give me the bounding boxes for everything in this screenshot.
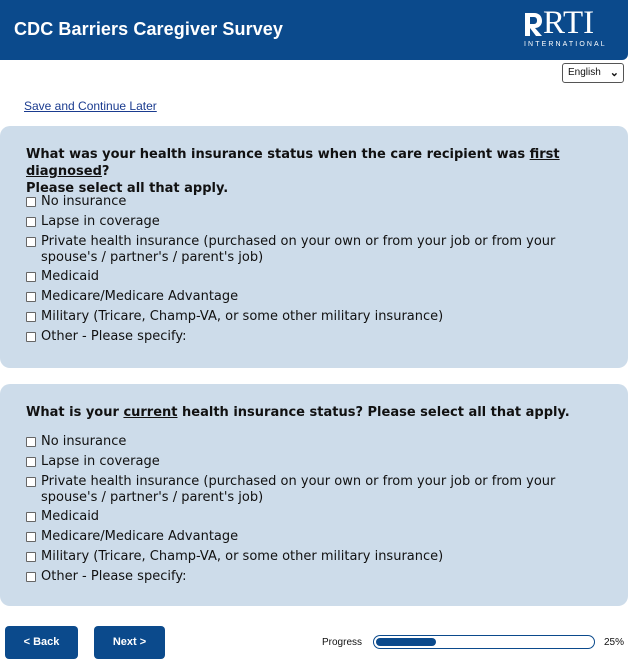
checkbox[interactable]	[26, 457, 36, 467]
checkbox[interactable]	[26, 532, 36, 542]
progress-bar	[373, 635, 595, 649]
q2-option-no-insurance[interactable]: No insurance	[26, 434, 606, 450]
header-bar	[0, 0, 628, 60]
q2-option-military[interactable]: Military (Tricare, Champ-VA, or some other military insurance)	[26, 549, 606, 565]
checkbox[interactable]	[26, 437, 36, 447]
question-1-prefix: What was your health insurance status when the care recipient was	[26, 147, 530, 162]
checkbox[interactable]	[26, 292, 36, 302]
checkbox[interactable]	[26, 197, 36, 207]
checkbox[interactable]	[26, 572, 36, 582]
q1-option-private[interactable]: Private health insurance (purchased on your own or from your job or from your spouse's / partner's / parent's job)	[26, 234, 606, 266]
next-button[interactable]: Next >	[94, 626, 165, 659]
checkbox[interactable]	[26, 477, 36, 487]
q2-option-private[interactable]: Private health insurance (purchased on your own or from your job or from your spouse's / partner's / parent's job)	[26, 474, 606, 506]
chevron-down-icon: ⌄	[609, 67, 619, 79]
question-1-emphasis: first diagnosed	[26, 147, 560, 179]
question-2-emphasis: current	[123, 405, 178, 420]
question-2-suffix: health insurance status? Please select all that apply.	[177, 405, 570, 420]
logo-word: RTI	[543, 5, 595, 41]
q2-option-other[interactable]: Other - Please specify:	[26, 569, 606, 585]
q1-option-medicaid[interactable]: Medicaid	[26, 269, 606, 285]
q1-option-lapse[interactable]: Lapse in coverage	[26, 214, 606, 230]
question-panel-1	[0, 126, 628, 368]
rti-logo-mark-icon	[522, 11, 544, 37]
checkbox[interactable]	[26, 272, 36, 282]
q1-option-other[interactable]: Other - Please specify:	[26, 329, 606, 345]
rti-logo	[522, 5, 616, 51]
checkbox[interactable]	[26, 312, 36, 322]
q2-option-lapse[interactable]: Lapse in coverage	[26, 454, 606, 470]
checkbox[interactable]	[26, 552, 36, 562]
question-2-prefix: What is your	[26, 405, 124, 420]
checkbox[interactable]	[26, 237, 36, 247]
back-button[interactable]: < Back	[5, 626, 78, 659]
progress-label: Progress	[322, 637, 363, 648]
save-continue-later-link[interactable]: Save and Continue Later	[24, 99, 157, 113]
language-select[interactable]	[562, 63, 624, 83]
language-select-value: English	[568, 67, 601, 78]
q2-option-medicare[interactable]: Medicare/Medicare Advantage	[26, 529, 606, 545]
question-1-suffix: ?	[101, 164, 110, 179]
question-panel-2	[0, 384, 628, 606]
question-2-text	[26, 404, 606, 421]
q1-option-medicare[interactable]: Medicare/Medicare Advantage	[26, 289, 606, 305]
q2-option-medicaid[interactable]: Medicaid	[26, 509, 606, 525]
question-1-instruction: Please select all that apply.	[26, 181, 229, 196]
logo-subtext: INTERNATIONAL	[524, 41, 607, 48]
page-title: CDC Barriers Caregiver Survey	[14, 19, 284, 39]
progress-percent: 25%	[604, 637, 625, 648]
checkbox[interactable]	[26, 217, 36, 227]
q1-option-no-insurance[interactable]: No insurance	[26, 194, 606, 210]
q1-option-military[interactable]: Military (Tricare, Champ-VA, or some other military insurance)	[26, 309, 606, 325]
checkbox[interactable]	[26, 512, 36, 522]
question-1-text	[26, 146, 606, 197]
progress-fill	[376, 638, 436, 646]
checkbox[interactable]	[26, 332, 36, 342]
